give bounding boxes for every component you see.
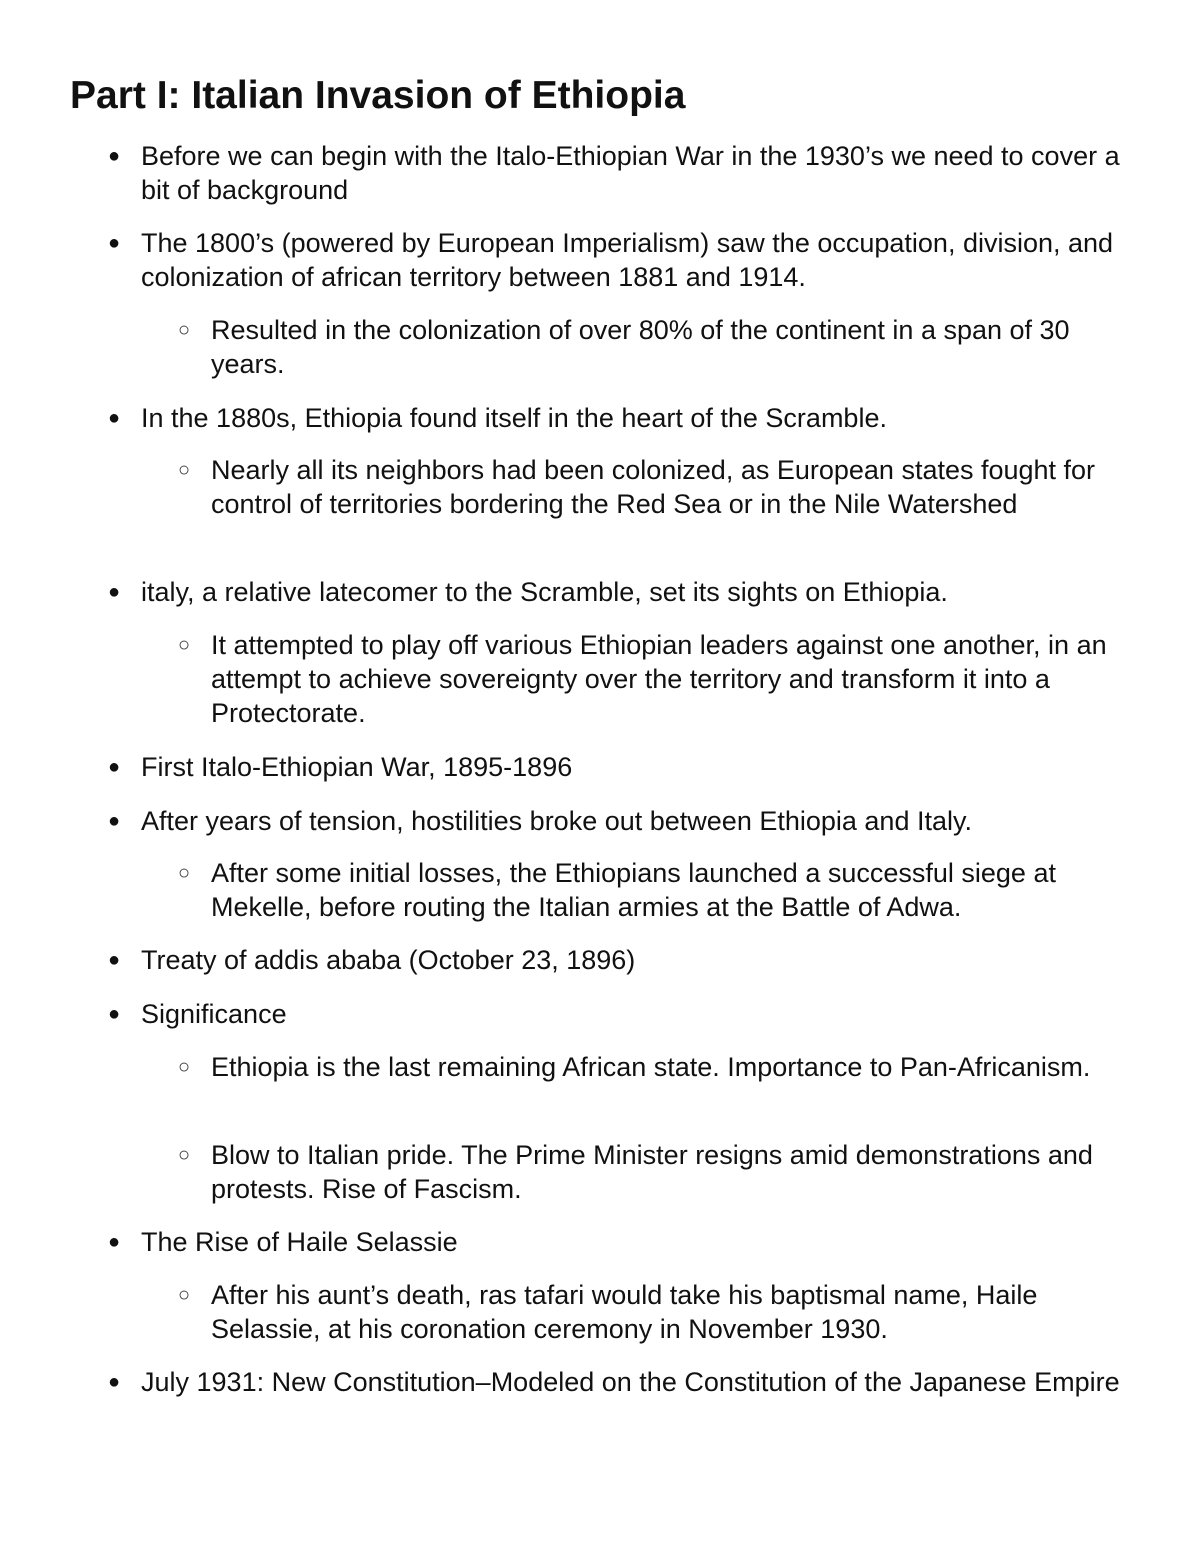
list-item [108,226,1141,294]
list-item [178,313,1146,381]
list-item-text: In the 1880s, Ethiopia found itself in the heart of the Scramble. [141,403,887,433]
list-item [178,856,1146,924]
list-item-text: First Italo-Ethiopian War, 1895-1896 [141,752,573,782]
list-item-text: Nearly all its neighbors had been colonized, as European states fought for control of territories bordering the Red Sea or in the Nile Watershed [211,455,1096,519]
list-item [108,401,1141,435]
list-item-text: After years of tension, hostilities broke out between Ethiopia and Italy. [141,806,972,836]
page-title: Part I: Italian Invasion of Ethiopia [70,74,686,117]
bullet-icon: ● [108,581,121,603]
list-item [108,139,1141,207]
list-item-text: Treaty of addis ababa (October 23, 1896) [141,945,636,975]
bullet-icon: ● [108,949,121,971]
bullet-icon: ● [108,1003,121,1025]
list-item [108,943,1141,977]
bullet-icon: ● [108,810,121,832]
list-item [178,453,1146,521]
sub-bullet-icon: ○ [178,634,191,656]
bullet-icon: ● [108,407,121,429]
sub-bullet-icon: ○ [178,1284,191,1306]
bullet-icon: ● [108,1371,121,1393]
list-item [178,1278,1146,1346]
list-item [178,628,1146,730]
bullet-icon: ● [108,232,121,254]
list-item-text: Ethiopia is the last remaining African state. Importance to Pan-Africanism. [211,1052,1091,1082]
list-item [108,575,1141,609]
sub-bullet-icon: ○ [178,862,191,884]
sub-bullet-icon: ○ [178,1144,191,1166]
bullet-icon: ● [108,1231,121,1253]
list-item-text: Significance [141,999,287,1029]
list-item-text: Resulted in the colonization of over 80% of the continent in a span of 30 years. [211,315,1070,379]
sub-bullet-icon: ○ [178,1056,191,1078]
list-item [108,750,1141,784]
list-item-text: Before we can begin with the Italo-Ethiopian War in the 1930’s we need to cover a bit of background [141,141,1120,205]
sub-bullet-icon: ○ [178,459,191,481]
list-item-text: After some initial losses, the Ethiopians launched a successful siege at Mekelle, before routing the Italian armies at the Battle of Adwa. [211,858,1056,922]
list-item [108,804,1141,838]
list-item-text: The Rise of Haile Selassie [141,1227,458,1257]
list-item-text: Blow to Italian pride. The Prime Minister resigns amid demonstrations and protests. Rise of Fascism. [211,1140,1093,1204]
list-item-text: It attempted to play off various Ethiopian leaders against one another, in an attempt to achieve sovereignty over the territory and transform it into a Protectorate. [211,630,1107,728]
list-item-text: July 1931: New Constitution–Modeled on the Constitution of the Japanese Empire [141,1367,1120,1397]
list-item [178,1050,1146,1084]
list-item [108,997,1141,1031]
list-item [108,1225,1141,1259]
bullet-icon: ● [108,145,121,167]
list-item-text: italy, a relative latecomer to the Scramble, set its sights on Ethiopia. [141,577,948,607]
list-item [108,1365,1141,1399]
list-item [178,1138,1146,1206]
list-item-text: After his aunt’s death, ras tafari would take his baptismal name, Haile Selassie, at his coronation ceremony in November 1930. [211,1280,1038,1344]
list-item-text: The 1800’s (powered by European Imperialism) saw the occupation, division, and colonization of african territory between 1881 and 1914. [141,228,1114,292]
sub-bullet-icon: ○ [178,319,191,341]
bullet-icon: ● [108,756,121,778]
